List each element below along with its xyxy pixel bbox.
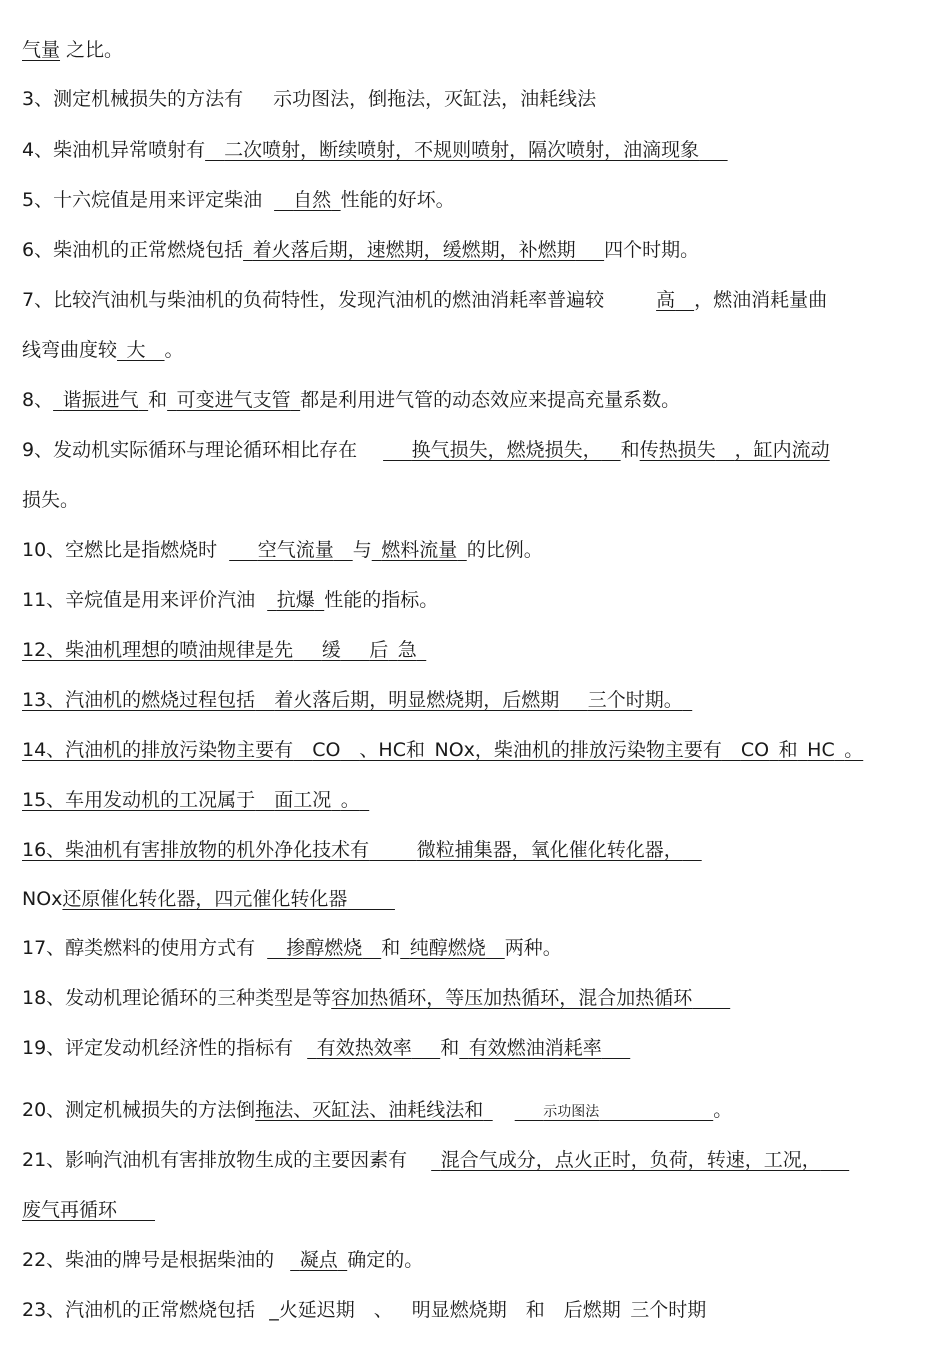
question-text: 两种。 [504,937,562,959]
question-16-cont [22,886,932,912]
answer-text: _火延迟期 [269,1299,355,1321]
text-line-2 [22,37,932,63]
answer-line: 16、柴油机有害排放物的机外净化技术有 微粒捕集器，氧化催化转化器， [22,839,683,861]
question-text: 7、比较汽油机与柴油机的负荷特性，发现汽油机的燃油消耗率普遍较 [22,289,605,311]
question-19 [22,1035,932,1061]
question-text: 和 [381,937,401,959]
answer-line: 12、柴油机理想的喷油规律是先 缓 后 急 [22,639,417,661]
question-text: 和 [440,1037,460,1059]
question-text: 。 [164,339,184,361]
answer-text: 明显燃烧期 [411,1299,507,1321]
question-text: 和 [148,389,168,411]
answer-text: 后燃期 [563,1299,621,1321]
answer-blank: 掺醇燃烧 [286,937,363,959]
answer-blank: 凝点 [299,1249,338,1271]
question-4 [22,137,932,163]
answer-blank: 示功图法 [543,1104,600,1120]
answer-blank: 有效热效率 [316,1037,412,1059]
answer-line: 15、车用发动机的工况属于 面工况 。 [22,789,360,811]
question-5 [22,187,932,213]
question-text: 18、发动机理论循环的三种类型是等 [22,987,332,1009]
answer-blank: 传热损失 ，缸内流动 [639,439,830,461]
question-text: 线弯曲度较 [22,339,118,361]
question-text: 四个时期。 [604,239,700,261]
question-23 [22,1297,932,1323]
question-text: 、 [373,1299,393,1321]
answer-blank: 空气流量 [257,539,334,561]
question-17 [22,935,932,961]
question-21-cont [22,1197,932,1223]
question-10 [22,537,932,563]
answer-blank: 着火落后期，速燃期，缓燃期，补燃期 [252,239,576,261]
question-15 [22,787,932,813]
answer-line: 13、汽油机的燃烧过程包括 着火落后期，明显燃烧期，后燃期 三个时期。 [22,689,683,711]
question-text: 3、测定机械损失的方法有 [22,88,244,110]
answer-blank: 有效燃油消耗率 [468,1037,602,1059]
question-text: 19、评定发动机经济性的指标有 [22,1037,294,1059]
question-12 [22,637,932,663]
question-text: 22、柴油的牌号是根据柴油的 [22,1249,275,1271]
question-14 [22,737,932,763]
question-21 [22,1147,932,1173]
answer-blank: 混合气成分，点火正时，负荷，转速，工况， [440,1149,821,1171]
question-text: 。 [713,1099,733,1121]
answer-blank: 二次喷射，断续喷射，不规则喷射，隔次喷射，油滴现象 [224,139,700,161]
question-11 [22,587,932,613]
answer-blank: 燃料流量 [381,539,458,561]
question-text: 和 [525,1299,545,1321]
answer-blank: 大 [126,339,146,361]
question-7-cont [22,337,932,363]
answer-blank: 还原催化转化器，四元催化转化器 [62,888,348,910]
answer-blank: 抗爆 [276,589,315,611]
answer-text: 示功图法，倒拖法，灭缸法，油耗线法 [273,88,597,110]
question-18 [22,985,932,1011]
answer-blank: 谐振进气 [62,389,139,411]
question-7 [22,287,932,313]
question-text: 三个时期 [630,1299,707,1321]
answer-blank: 高 [656,289,676,311]
question-text: 9、发动机实际循环与理论循环相比存在 [22,439,358,461]
answer-blank: 换气损失，燃烧损失， [411,439,602,461]
question-text: NOx [22,888,63,910]
answer-blank: 容加热循环，等压加热循环，混合加热循环 [331,987,693,1009]
question-text: 20、测定机械损失的方法倒 [22,1099,256,1121]
question-text: 与 [352,539,372,561]
question-6 [22,237,932,263]
question-text: 确定的。 [347,1249,424,1271]
question-text: 5、十六烷值是用来评定柴油 [22,189,263,211]
question-3 [22,86,932,112]
answer-blank: 可变进气支管 [176,389,291,411]
question-text: 都是利用进气管的动态效应来提高充量系数。 [300,389,681,411]
answer-line: 14、汽油机的排放污染物主要有 CO 、HC和 NOx，柴油机的排放污染物主要有 CO 和 HC 。 [22,739,864,761]
answer-blank: 自然 [293,189,332,211]
question-text: 8、 [22,389,54,411]
question-text: 性能的指标。 [324,589,439,611]
question-20 [22,1097,932,1125]
answer-blank: 拖法、灭缸法、油耗线法和 [255,1099,484,1121]
question-text: 23、汽油机的正常燃烧包括 [22,1299,256,1321]
question-text: 6、柴油机的正常燃烧包括 [22,239,244,261]
question-text: 的比例。 [466,539,543,561]
question-text: 损失。 [22,489,80,511]
question-22 [22,1247,932,1273]
question-9-cont [22,487,932,513]
question-8 [22,387,932,413]
question-text: 4、柴油机异常喷射有 [22,139,206,161]
line-text: 之比。 [60,39,124,61]
question-16 [22,837,932,863]
question-text: 11、辛烷值是用来评价汽油 [22,589,256,611]
question-text: ，燃油消耗量曲 [694,289,828,311]
answer-blank: 纯醇燃烧 [409,937,486,959]
answer-blank: 气量 [22,39,61,61]
question-text: 和 [620,439,640,461]
question-text: 性能的好坏。 [340,189,455,211]
question-text: 21、影响汽油机有害排放物生成的主要因素有 [22,1149,408,1171]
question-9 [22,437,932,463]
question-text: 17、醇类燃料的使用方式有 [22,937,256,959]
question-text: 10、空燃比是指燃烧时 [22,539,218,561]
question-13 [22,687,932,713]
answer-blank: 废气再循环 [22,1199,118,1221]
